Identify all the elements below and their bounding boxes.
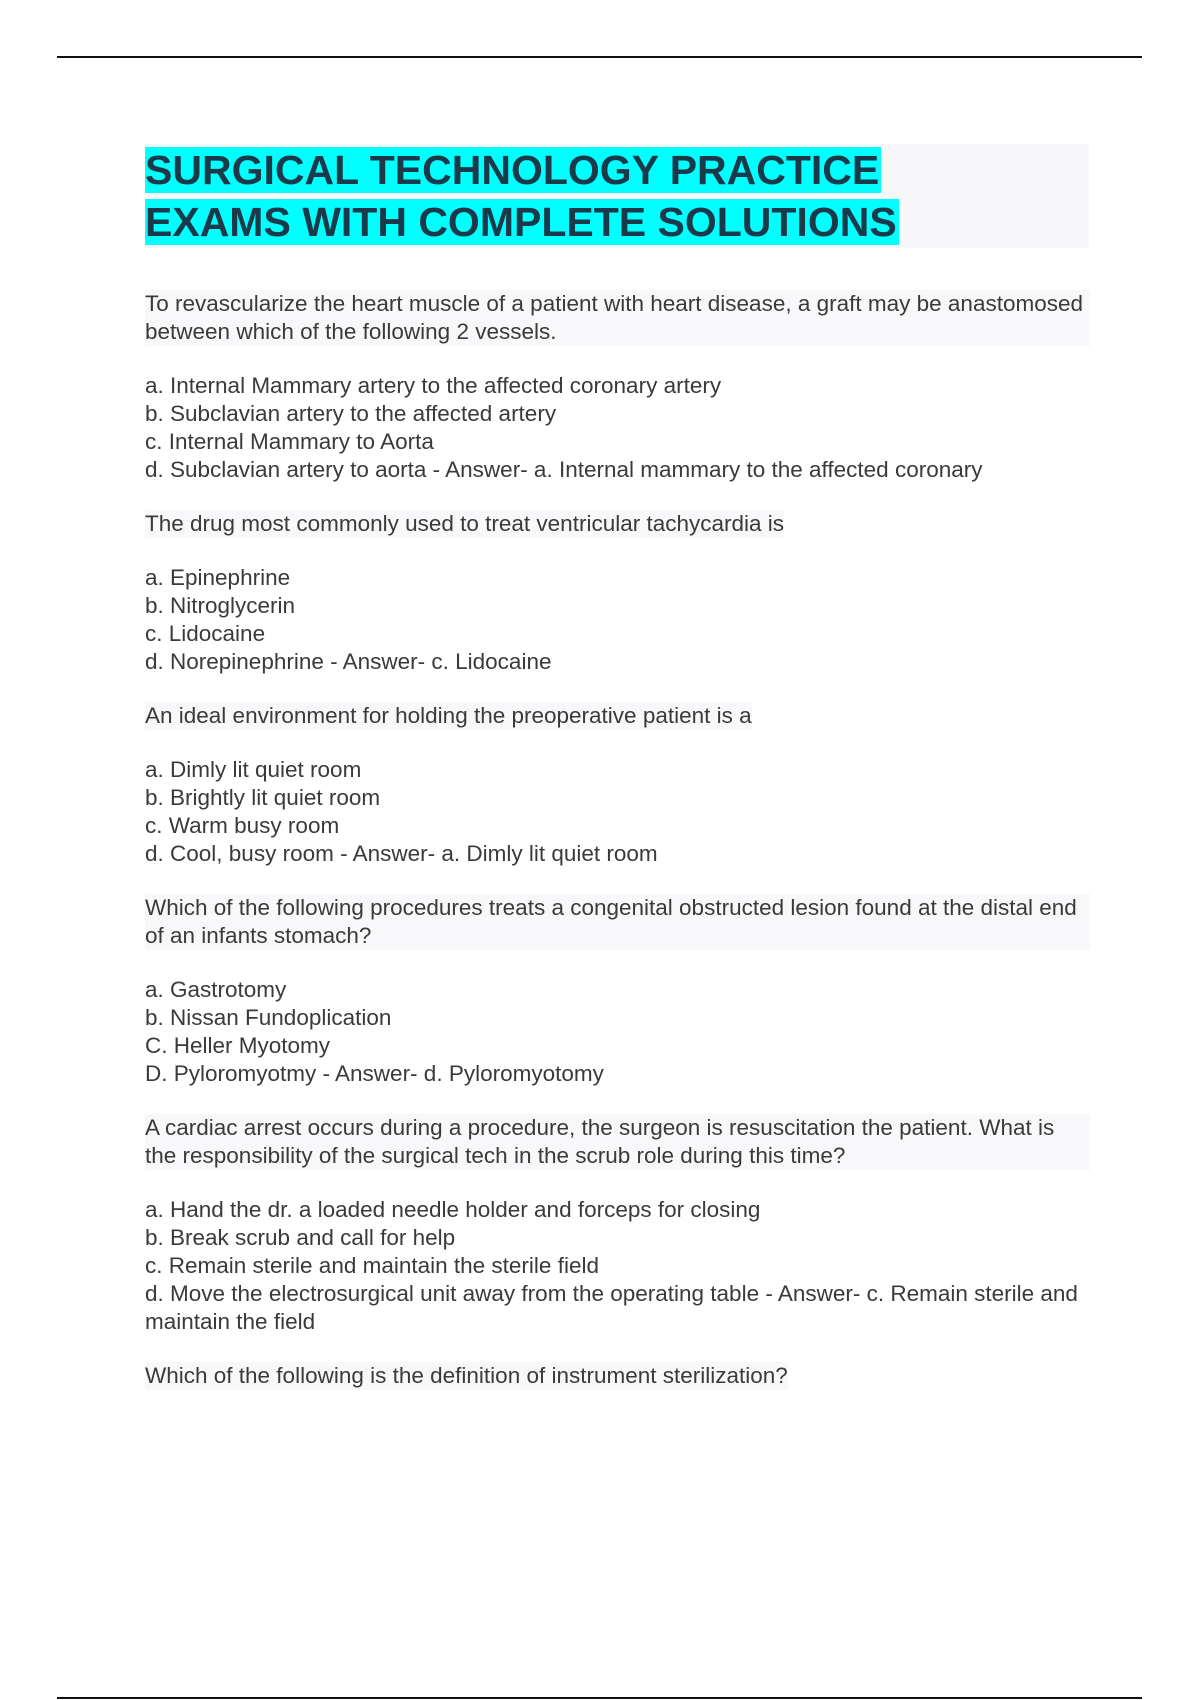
option-c: c. Warm busy room (145, 813, 340, 838)
question-stem: Which of the following is the definition of instrument sterilization? (145, 1363, 788, 1388)
option-c: c. Remain sterile and maintain the sterile field (145, 1253, 599, 1278)
option-c: c. Internal Mammary to Aorta (145, 429, 434, 454)
option-list (145, 756, 1090, 868)
option-list (145, 372, 1090, 484)
question-6 (145, 1362, 1090, 1416)
option-a: a. Internal Mammary artery to the affected coronary artery (145, 373, 722, 398)
option-b: b. Break scrub and call for help (145, 1225, 456, 1250)
option-b: b. Nitroglycerin (145, 593, 296, 618)
option-d-answer: D. Pyloromyotmy - Answer- d. Pyloromyotomy (145, 1061, 604, 1086)
option-b: b. Brightly lit quiet room (145, 785, 381, 810)
document-body (145, 144, 1090, 1442)
question-stem: A cardiac arrest occurs during a procedure, the surgeon is resuscitation the patient. What is the responsibility of the surgical tech in the scrub role during this time? (145, 1114, 1090, 1170)
option-a: a. Gastrotomy (145, 977, 287, 1002)
option-b: b. Subclavian artery to the affected artery (145, 401, 557, 426)
question-1 (145, 290, 1090, 484)
option-list (145, 1196, 1090, 1336)
question-stem: Which of the following procedures treats a congenital obstructed lesion found at the distal end of an infants stomach? (145, 894, 1090, 950)
title-line-1: SURGICAL TECHNOLOGY PRACTICE (145, 147, 880, 193)
option-c: C. Heller Myotomy (145, 1033, 331, 1058)
top-rule (57, 56, 1142, 58)
option-a: a. Dimly lit quiet room (145, 757, 362, 782)
question-4 (145, 894, 1090, 1088)
question-5 (145, 1114, 1090, 1336)
title-block (145, 144, 1089, 248)
option-d-answer: d. Move the electrosurgical unit away from the operating table - Answer- c. Remain sterile and maintain the field (145, 1281, 1078, 1334)
title-line-2: EXAMS WITH COMPLETE SOLUTIONS (145, 199, 897, 245)
question-stem: To revascularize the heart muscle of a patient with heart disease, a graft may be anastomosed between which of the following 2 vessels. (145, 290, 1090, 346)
question-3 (145, 702, 1090, 868)
option-b: b. Nissan Fundoplication (145, 1005, 392, 1030)
question-stem: The drug most commonly used to treat ventricular tachycardia is (145, 511, 785, 536)
option-d-answer: d. Norepinephrine - Answer- c. Lidocaine (145, 649, 552, 674)
question-2 (145, 510, 1090, 676)
question-stem: An ideal environment for holding the preoperative patient is a (145, 703, 752, 728)
option-c: c. Lidocaine (145, 621, 266, 646)
bottom-rule (57, 1697, 1142, 1699)
option-list (145, 976, 1090, 1088)
option-a: a. Epinephrine (145, 565, 291, 590)
option-list (145, 564, 1090, 676)
option-d-answer: d. Subclavian artery to aorta - Answer- a. Internal mammary to the affected coronary (145, 457, 983, 482)
document-title (145, 144, 1089, 248)
option-a: a. Hand the dr. a loaded needle holder and forceps for closing (145, 1197, 761, 1222)
option-d-answer: d. Cool, busy room - Answer- a. Dimly lit quiet room (145, 841, 658, 866)
